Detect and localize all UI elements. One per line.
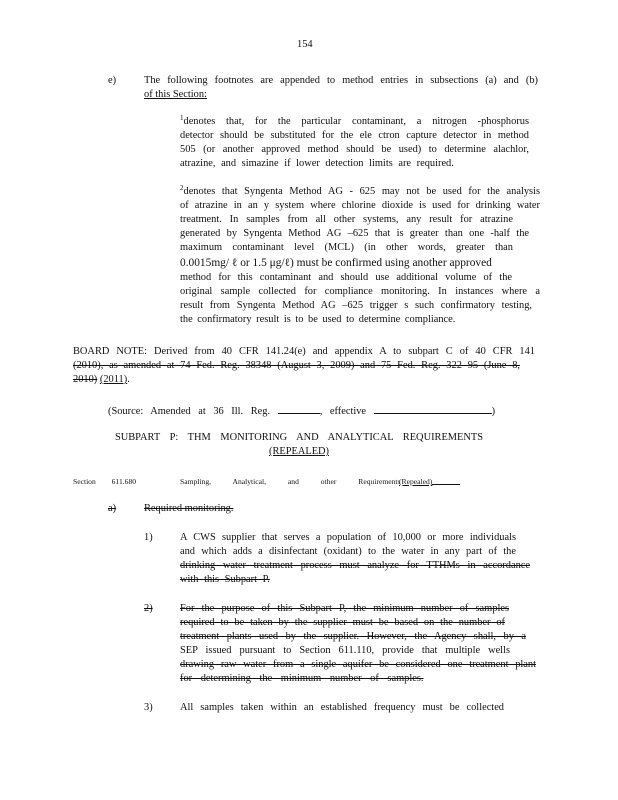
item-1-line: and which adds a disinfectant (oxidant) to the water in any part of the — [180, 546, 516, 557]
item-2-line: treatment plants used by the supplier. However, the Agency shall, by a — [180, 631, 526, 642]
footnotes-intro-line1: The following footnotes are appended to method entries in subsections (a) and (b) — [144, 75, 538, 86]
section-status: (Repealed) — [399, 475, 460, 489]
footnote-1-line: 505 (or another approved method should be used) to determine alachlor, — [180, 144, 529, 155]
board-note-line1: BOARD NOTE: Derived from 40 CFR 141.24(e) and appendix A to subpart C of 40 CFR 141 — [73, 346, 535, 357]
footnote-2-line: original sample collected for compliance monitoring. In instances where a — [180, 286, 540, 297]
footnote-2-line: of atrazine in an y system where chlorine dioxide is used for drinking water — [180, 200, 540, 211]
footnote-1-marker: 1 — [180, 114, 184, 122]
footnote-2-line: maximum contaminant level (MCL) (in other words, greater than — [180, 242, 513, 253]
effective-date-blank — [374, 402, 492, 414]
board-note-line3: 2010) (2011). — [73, 374, 130, 385]
item-2-line: drawing raw water from a single aquifer be considered one treatment plant — [180, 659, 536, 670]
footnote-2-marker: 2 — [180, 184, 184, 192]
item-label-e: e) — [108, 75, 117, 86]
footnote-1-line: $^1$denotes that, for the particular contaminant, a nitrogen -phosphorus — [180, 114, 529, 127]
item-2-line: for determining the minimum number of samples. — [180, 673, 424, 684]
item-2-line: For the purpose of this Subpart P, the minimum number of samples — [180, 603, 509, 614]
item-2-label: 2) — [144, 603, 153, 614]
footnote-1 — [180, 115, 529, 171]
item-1-struck-line: with this Subpart P. — [180, 574, 270, 585]
footnotes-intro-line2 — [144, 88, 207, 102]
subpart-status: (REPEALED) — [268, 446, 330, 457]
board-note-line2-struck: (2010), as amended at 74 Fed. Reg. 38348 (August 3, 2009) and 75 Fed. Reg. 322 95 (June 8, — [73, 360, 520, 371]
subsection-a-title: Required monitoring. — [144, 503, 234, 514]
footnote-2-line: result from Syngenta Method AG –625 trigger s such confirmatory testing, — [180, 300, 532, 311]
register-page-blank — [278, 402, 320, 414]
item-2-line: required to be taken by the supplier must be based on the number of — [180, 617, 505, 628]
footnote-2 — [180, 185, 540, 327]
footnote-2-line: generated by Syngenta Method AG –625 that is greater than one -half the — [180, 228, 529, 239]
item-2-body — [180, 602, 536, 686]
footnote-1-line: detector should be substituted for the ele ctron capture detector in method — [180, 130, 529, 141]
board-note-new-year: (2011) — [99, 374, 128, 385]
footnote-2-line: $^2$denotes that Syngenta Method AG - 625 may not be used for the analysis — [180, 184, 540, 197]
section-number: Section 611.680 — [73, 477, 137, 486]
page-number: 154 — [297, 39, 313, 50]
item-1-label: 1) — [144, 532, 153, 543]
item-2-line: SEP issued pursuant to Section 611.110, provide that multiple wells — [180, 645, 510, 656]
footnote-1-line: atrazine, and simazine if lower detection limits are required. — [180, 158, 454, 169]
footnote-2-line: method for this contaminant and should use additional volume of the — [180, 272, 512, 283]
item-1-line: A CWS supplier that serves a population of 10,000 or more individuals — [180, 532, 516, 543]
source-note: (Source: Amended at 36 Ill. Reg. , effective ) — [108, 402, 495, 419]
footnotes-intro-line2-text: of this Section: — [144, 89, 207, 100]
footnote-2-line: the confirmatory result is to be used to determine compliance. — [180, 314, 456, 325]
subpart-title: SUBPART P: THM MONITORING AND ANALYTICAL REQUIREMENTS — [114, 432, 484, 443]
item-1-struck-line: drinking water treatment process must analyze for TTHMs in accordance — [180, 560, 530, 571]
subsection-a-label: a) — [108, 503, 117, 514]
item-3-label: 3) — [144, 702, 153, 713]
item-1-body — [180, 531, 530, 587]
board-note-struck-year: 2010) — [73, 374, 98, 385]
section-title: Sampling, Analytical, and other Requirements — [180, 477, 401, 486]
footnote-2-line: treatment. In samples from all other systems, any result for atrazine — [180, 214, 513, 225]
item-3-text: All samples taken within an established frequency must be collected — [180, 702, 504, 713]
footnote-2-line: 0.0015mg/ ℓ or 1.5 μg/ℓ) must be confirmed using another approved — [180, 257, 492, 269]
